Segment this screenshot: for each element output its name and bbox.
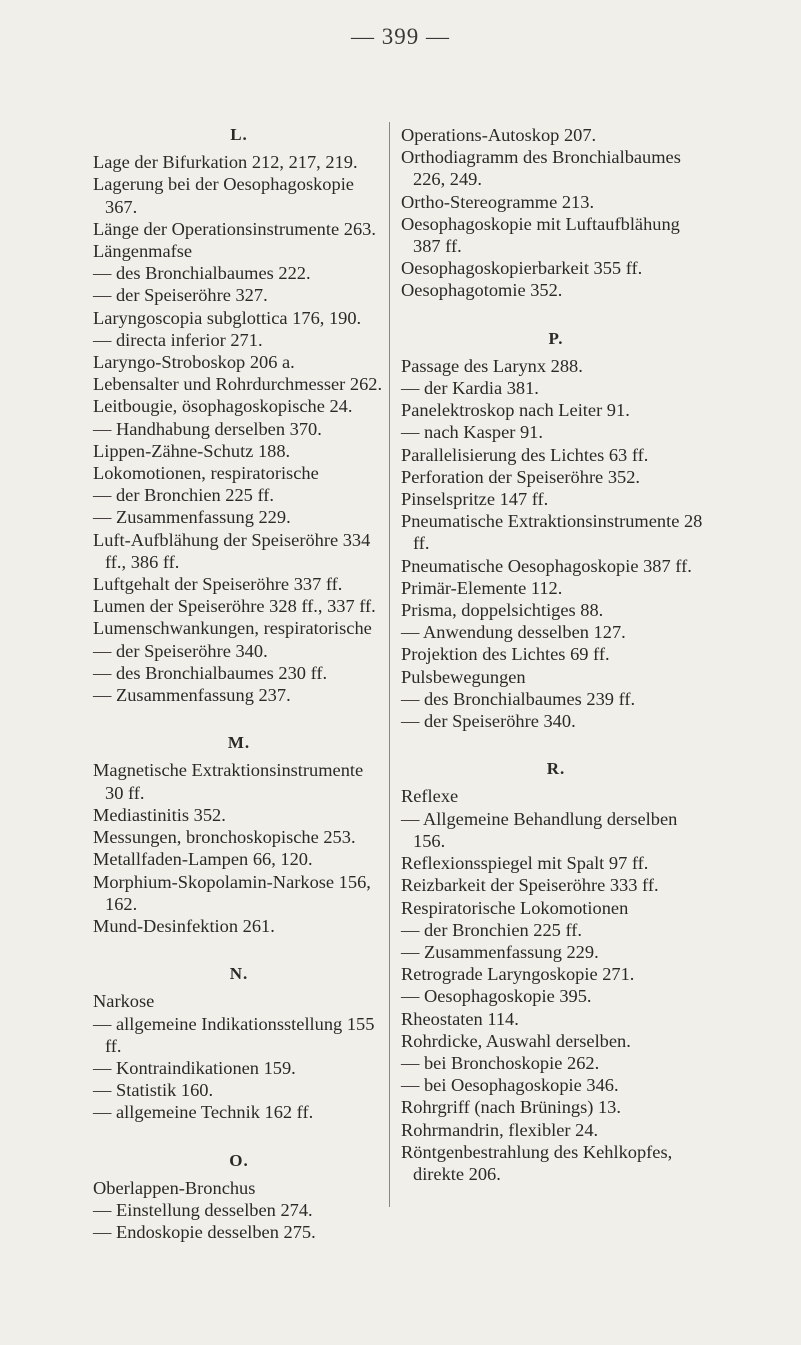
index-entry: Mund-Desinfektion 261.	[93, 915, 275, 936]
index-entry: Parallelisierung des Lichtes 63 ff.	[401, 444, 649, 465]
index-entry: Oberlappen-Bronchus	[93, 1177, 256, 1198]
index-entry: Oesophagoskopierbarkeit 355 ff.	[401, 258, 643, 279]
section-letter: M.	[227, 733, 251, 753]
index-entry: Pulsbewegungen	[401, 666, 526, 687]
right-column	[401, 124, 711, 1185]
index-entry: Rohrdicke, Auswahl derselben.	[401, 1030, 631, 1051]
index-entry: Reizbarkeit der Speiseröhre 333 ff.	[401, 875, 659, 896]
index-entry: — Einstellung desselben 274.	[93, 1199, 313, 1220]
index-entry: — des Bronchialbaumes 222.	[93, 263, 311, 284]
index-entry: — Handhabung derselben 370.	[93, 418, 322, 439]
index-entry: — Statistik 160.	[93, 1080, 214, 1101]
index-entry: — der Bronchien 225 ff.	[93, 485, 274, 506]
index-entry: Retrograde Laryngoskopie 271.	[401, 964, 635, 985]
index-entry: Reflexe	[401, 786, 459, 807]
index-entry: Projektion des Lichtes 69 ff.	[401, 644, 610, 665]
index-entry: Ortho-Stereogramme 213.	[401, 191, 595, 212]
index-entry: — bei Bronchoskopie 262.	[401, 1052, 600, 1073]
index-entry: Operations-Autoskop 207.	[401, 125, 597, 145]
index-entry: Rohrmandrin, flexibler 24.	[401, 1119, 599, 1140]
index-entry: Respiratorische Lokomotionen	[401, 897, 629, 918]
index-entry: — des Bronchialbaumes 230 ff.	[93, 662, 328, 683]
index-entry: Laryngoscopia subglottica 176, 190.	[93, 307, 362, 328]
index-entry: Luftgehalt der Speiseröhre 337 ff.	[93, 574, 343, 595]
index-entry: Panelektroskop nach Leiter 91.	[401, 400, 630, 421]
index-entry: Primär-Elemente 112.	[401, 577, 563, 598]
index-entry: Prisma, doppelsichtiges 88.	[401, 600, 604, 621]
index-entry: Mediastinitis 352.	[93, 804, 226, 825]
index-entry: Luft-Aufblähung der Speiseröhre 334 ff., 386 ff.	[93, 529, 371, 572]
index-entry: Passage des Larynx 288.	[401, 355, 583, 376]
index-entry: Magnetische Extraktionsinstrumente 30 ff.	[93, 760, 364, 803]
index-entry: Pneumatische Oesophagoskopie 387 ff.	[401, 555, 692, 576]
index-entry: — der Speiseröhre 327.	[93, 285, 268, 306]
section-letter: L.	[230, 125, 248, 144]
index-entry: — Kontraindikationen 159.	[93, 1057, 296, 1078]
index-entry: Rohrgriff (nach Brünings) 13.	[401, 1097, 621, 1118]
index-entry: — Zusammenfassung 229.	[401, 941, 599, 962]
index-entry: Reflexionsspiegel mit Spalt 97 ff.	[401, 853, 649, 874]
index-entry: — Zusammenfassung 237.	[93, 685, 291, 706]
index-entry: — bei Oesophagoskopie 346.	[401, 1075, 619, 1096]
index-entry: Pneumatische Extraktionsinstrumente 28 ff.	[401, 511, 703, 554]
index-entry: — der Bronchien 225 ff.	[401, 919, 582, 940]
index-entry: Narkose	[93, 991, 155, 1012]
index-entry: Laryngo-Stroboskop 206 a.	[93, 352, 295, 373]
index-entry: Röntgenbestrahlung des Kehlkopfes, direkte 206.	[401, 1141, 673, 1184]
section-letter: N.	[229, 964, 249, 984]
index-entry: Lumen der Speiseröhre 328 ff., 337 ff.	[93, 596, 376, 617]
index-entry: — allgemeine Indikationsstellung 155 ff.	[93, 1013, 375, 1056]
index-entry: Lumenschwankungen, respiratorische	[93, 618, 372, 639]
index-entry: Oesophagoskopie mit Luftaufblähung 387 ff.	[401, 213, 680, 257]
index-entry: — Oesophagoskopie 395.	[401, 986, 592, 1007]
index-entry: Metallfaden-Lampen 66, 120.	[93, 849, 313, 870]
index-entry: Oesophagotomie 352.	[401, 280, 563, 301]
index-entry: — allgemeine Technik 162 ff.	[93, 1102, 314, 1123]
section-letter: P.	[548, 328, 564, 348]
index-entry: Lagerung bei der Oesophagoskopie 367.	[93, 174, 354, 217]
index-entry: Pinselspritze 147 ff.	[401, 489, 549, 510]
index-entry: — Allgemeine Behandlung derselben 156.	[401, 808, 678, 851]
column-divider	[389, 122, 390, 1207]
section-letter: O.	[229, 1150, 249, 1170]
left-column	[93, 124, 385, 1243]
index-entry: — Zusammenfassung 229.	[93, 507, 291, 528]
index-entry: — Endoskopie desselben 275.	[93, 1222, 316, 1243]
index-entry: Perforation der Speiseröhre 352.	[401, 466, 641, 487]
index-entry: — der Speiseröhre 340.	[401, 711, 576, 732]
index-entry: Leitbougie, ösophagoskopische 24.	[93, 396, 353, 417]
index-entry: — nach Kasper 91.	[401, 422, 543, 443]
index-entry: Lokomotionen, respiratorische	[93, 463, 319, 484]
index-entry: Länge der Operationsinstrumente 263.	[93, 218, 376, 239]
index-entry: — der Speiseröhre 340.	[93, 640, 268, 661]
index-entry: Orthodiagramm des Bronchialbaumes 226, 249.	[401, 147, 681, 190]
index-entry: Lippen-Zähne-Schutz 188.	[93, 440, 291, 461]
index-entry: — Anwendung desselben 127.	[401, 622, 626, 643]
index-entry: Längenmafse	[93, 241, 193, 262]
section-letter: R.	[546, 759, 566, 779]
page-number: — 399 —	[351, 24, 450, 49]
index-entry: — der Kardia 381.	[401, 378, 539, 399]
index-entry: — des Bronchialbaumes 239 ff.	[401, 688, 636, 709]
index-entry: Morphium-Skopolamin-Narkose 156, 162.	[93, 871, 371, 914]
index-entry: Messungen, bronchoskopische 253.	[93, 827, 356, 848]
index-entry: Lage der Bifurkation 212, 217, 219.	[93, 152, 358, 173]
index-entry: Rheostaten 114.	[401, 1008, 519, 1029]
index-entry: Lebensalter und Rohrdurchmesser 262.	[93, 374, 383, 395]
index-entry: — directa inferior 271.	[93, 329, 263, 350]
